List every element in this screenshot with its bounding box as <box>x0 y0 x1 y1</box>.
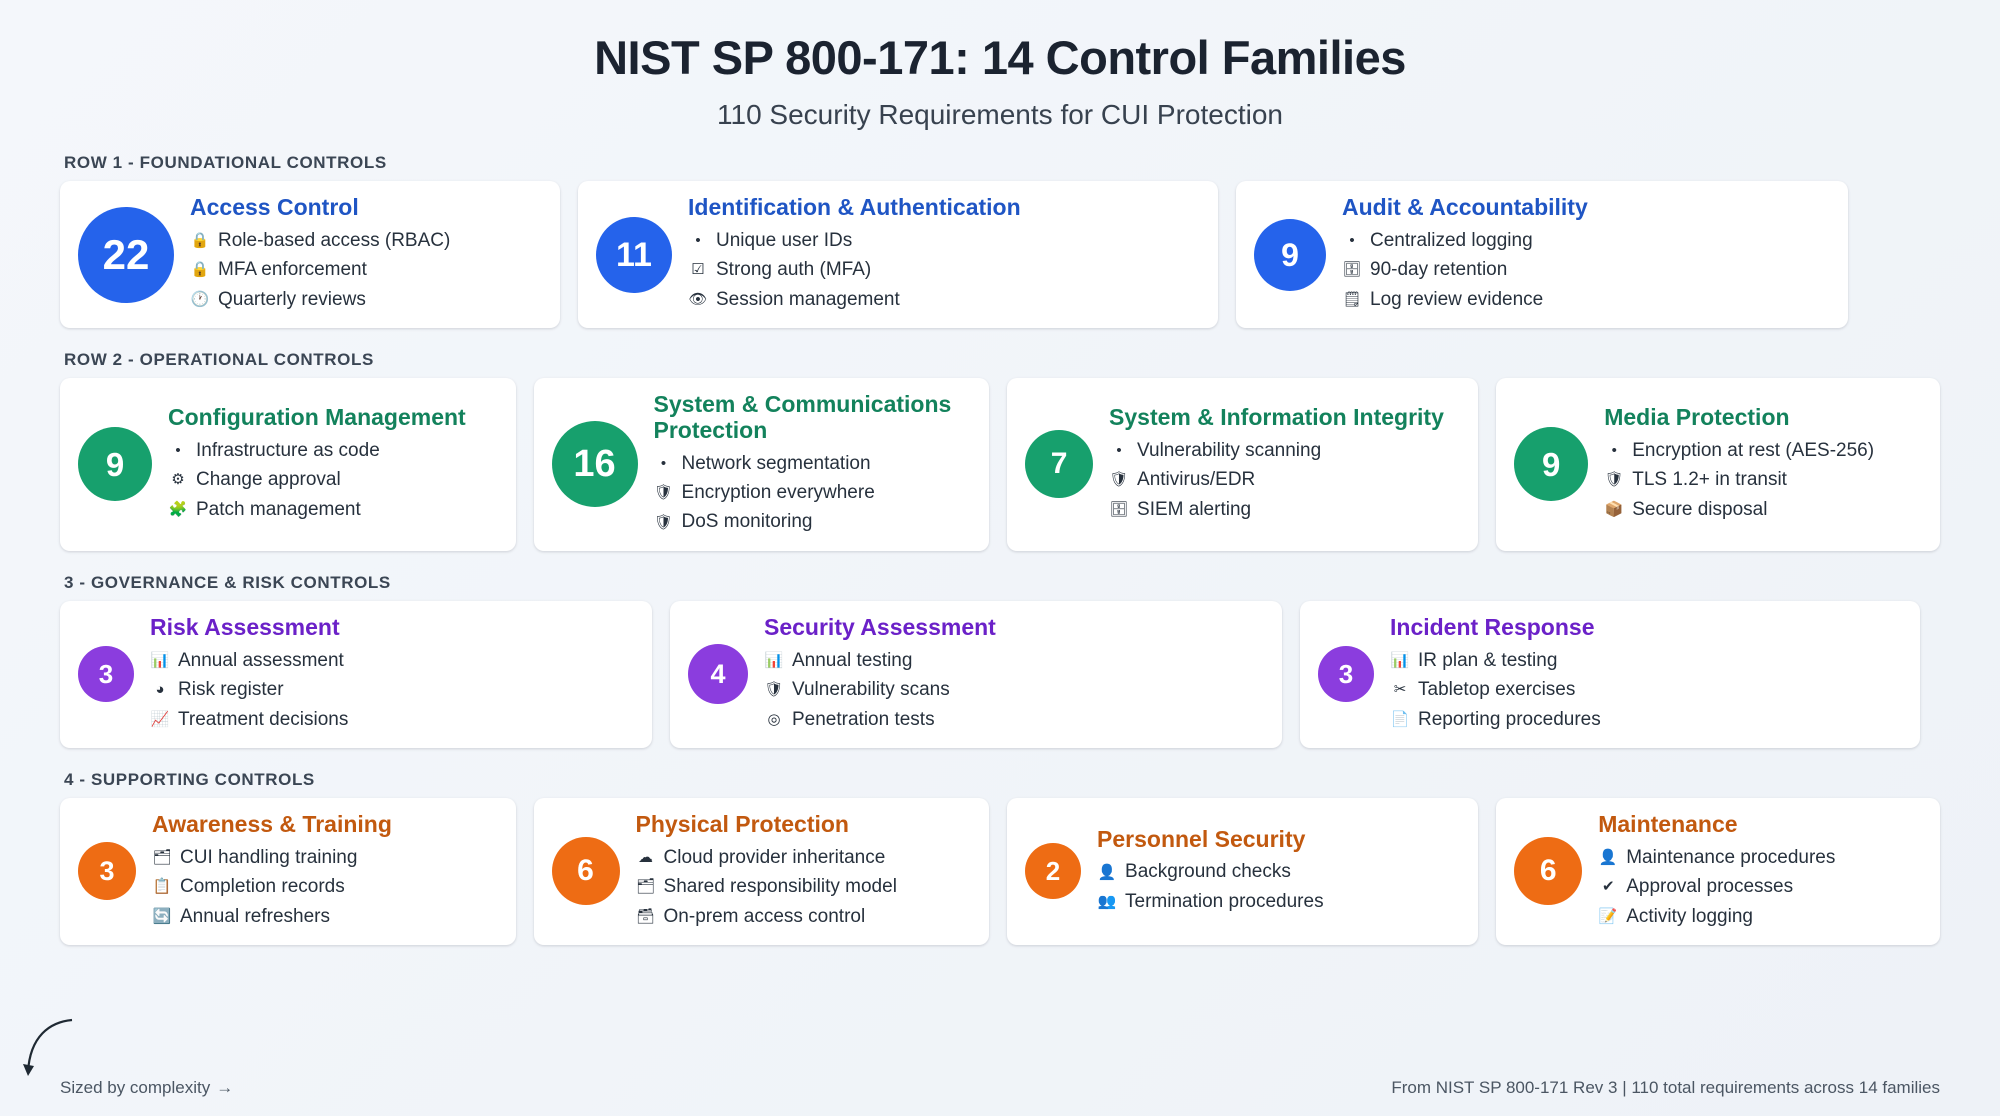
list-item <box>190 255 450 284</box>
list-item <box>764 675 996 704</box>
control-row <box>60 798 1940 945</box>
list-item-label: Reporting procedures <box>1418 708 1601 730</box>
card-body <box>1604 405 1874 524</box>
list-item-label: TLS 1.2+ in transit <box>1632 469 1787 491</box>
card-title: System & Information Integrity <box>1109 403 1444 430</box>
card-body <box>1109 405 1444 524</box>
list-item <box>1598 902 1835 931</box>
list-item <box>168 495 466 524</box>
card-body <box>1390 615 1601 734</box>
list-item-label: Encryption at rest (AES-256) <box>1632 439 1875 461</box>
list-item <box>688 285 1021 314</box>
list-item-label: Centralized logging <box>1370 229 1533 251</box>
bullet-dot-icon: • <box>695 231 701 249</box>
card-body <box>1097 827 1324 917</box>
card-item-list <box>1097 857 1324 916</box>
bullet-dot-icon: • <box>1116 441 1122 459</box>
requirement-count-badge: 2 <box>1025 843 1081 899</box>
control-family-card[interactable] <box>1007 378 1478 551</box>
card-item-list <box>168 436 466 524</box>
list-item <box>1097 857 1324 886</box>
layers-icon: 🗂 <box>152 848 172 866</box>
check-circle-icon: ✔ <box>1601 878 1615 896</box>
card-body <box>636 812 897 931</box>
bar-chart-icon: 📊 <box>150 651 170 669</box>
bullet-dot-icon: • <box>660 454 667 472</box>
control-family-card[interactable] <box>534 798 990 945</box>
list-item <box>764 646 996 675</box>
card-item-list <box>764 646 996 734</box>
cloud-icon: ☁ <box>638 848 654 866</box>
list-item-label: Activity logging <box>1626 905 1753 927</box>
list-item <box>1109 495 1444 524</box>
card-body <box>150 615 348 734</box>
footer-left <box>60 1078 233 1098</box>
control-family-card[interactable] <box>1236 181 1848 328</box>
card-item-list <box>688 226 1021 314</box>
bar-chart-icon: 📊 <box>1390 651 1410 669</box>
footer <box>60 1078 1940 1098</box>
list-item-label: DoS monitoring <box>681 511 813 533</box>
card-title: Media Protection <box>1604 403 1790 430</box>
list-item-label: Tabletop exercises <box>1418 679 1576 701</box>
card-title: Configuration Management <box>168 403 466 430</box>
refresh-icon: 🔄 <box>152 907 172 925</box>
requirement-count-badge: 11 <box>596 217 672 293</box>
requirement-count-badge: 4 <box>688 644 748 704</box>
list-item <box>150 646 348 675</box>
list-item <box>150 705 348 734</box>
list-item-label: Quarterly reviews <box>218 288 366 310</box>
lock-icon: 🔒 <box>190 231 210 249</box>
card-item-list <box>1109 436 1444 524</box>
check-badge-icon: ☑ <box>691 261 705 279</box>
page-subtitle: 110 Security Requirements for CUI Protection <box>717 99 1283 130</box>
list-item <box>688 226 1021 255</box>
list-item-label: Termination procedures <box>1125 890 1324 912</box>
list-item-label: Vulnerability scans <box>792 679 950 701</box>
card-body <box>1598 812 1835 931</box>
list-item <box>1604 495 1874 524</box>
list-item-label: Annual assessment <box>178 649 344 671</box>
row-label: ROW 1 - FOUNDATIONAL CONTROLS <box>64 153 387 172</box>
list-item-label: Cloud provider inheritance <box>663 846 886 868</box>
card-body <box>152 812 392 931</box>
list-item <box>1598 843 1835 872</box>
shield-icon: 🛡 <box>653 513 674 531</box>
list-icon: 📋 <box>152 878 172 896</box>
card-title: Identification & Authentication <box>688 194 1021 220</box>
document-icon: 📄 <box>1390 710 1410 728</box>
eye-icon: 👁 <box>688 290 708 308</box>
list-item-label: Strong auth (MFA) <box>716 259 872 281</box>
footer-sizing-note: Sized by complexity <box>60 1078 211 1097</box>
list-item-label: Annual testing <box>792 649 913 671</box>
list-item-label: SIEM alerting <box>1137 498 1252 520</box>
list-item <box>1390 705 1601 734</box>
list-item <box>636 902 897 931</box>
page-title: NIST SP 800-171: 14 Control Families <box>594 31 1406 84</box>
list-item-label: Change approval <box>196 469 341 491</box>
clock-icon: 🕐 <box>190 290 210 308</box>
card-title: Maintenance <box>1598 810 1738 837</box>
requirement-count-badge: 7 <box>1025 430 1093 498</box>
card-title: Physical Protection <box>635 810 849 837</box>
card-title: Incident Response <box>1390 613 1595 640</box>
requirement-count-badge: 6 <box>1514 837 1582 905</box>
card-item-list <box>150 646 348 734</box>
list-item-label: Completion records <box>180 876 345 898</box>
list-item-label: 90-day retention <box>1370 259 1508 281</box>
puzzle-icon: 🧩 <box>168 500 188 518</box>
shield-icon: 🛡 <box>653 484 674 502</box>
list-item-label: Shared responsibility model <box>663 876 897 898</box>
control-family-card[interactable] <box>534 378 990 551</box>
requirement-count-badge: 3 <box>78 646 134 702</box>
control-family-card[interactable] <box>60 798 516 945</box>
requirement-count-badge: 6 <box>552 837 620 905</box>
list-item-label: Patch management <box>196 498 361 520</box>
list-item <box>688 255 1021 284</box>
list-item <box>1342 255 1588 284</box>
list-item <box>654 507 972 536</box>
list-item-label: MFA enforcement <box>218 259 367 281</box>
list-item-label: Risk register <box>178 679 284 701</box>
control-row <box>60 601 1940 748</box>
card-title: Audit & Accountability <box>1342 194 1588 220</box>
list-item <box>1598 872 1835 901</box>
list-item-label: Annual refreshers <box>180 905 330 927</box>
list-item-label: Infrastructure as code <box>196 439 380 461</box>
list-item-label: Network segmentation <box>681 452 871 474</box>
requirement-count-badge: 9 <box>1254 219 1326 291</box>
list-item <box>152 843 392 872</box>
requirement-count-badge: 3 <box>1318 646 1374 702</box>
list-item-label: Maintenance procedures <box>1626 846 1836 868</box>
list-item-label: Log review evidence <box>1370 288 1544 310</box>
list-item <box>190 285 450 314</box>
control-row <box>60 181 1940 328</box>
shield-icon: 🛡 <box>764 681 784 699</box>
card-title: System & Communications Protection <box>653 391 952 443</box>
list-item <box>1604 465 1874 494</box>
list-item <box>1109 436 1444 465</box>
requirement-count-badge: 16 <box>552 421 638 507</box>
list-item <box>168 465 466 494</box>
shield-icon: 🛡 <box>1109 471 1129 489</box>
card-title: Security Assessment <box>764 613 996 640</box>
card-item-list <box>1390 646 1601 734</box>
card-item-list <box>1598 843 1835 931</box>
list-item <box>150 675 348 704</box>
card-title: Personnel Security <box>1097 825 1306 852</box>
list-item <box>168 436 466 465</box>
row-label: 4 - SUPPORTING CONTROLS <box>64 769 315 789</box>
control-family-card[interactable] <box>60 181 560 328</box>
card-body <box>168 405 466 524</box>
document-icon: 🗒 <box>1342 290 1362 308</box>
list-item-label: Session management <box>716 288 900 310</box>
curved-arrow-icon <box>20 1018 80 1080</box>
card-body <box>654 392 972 537</box>
list-item <box>152 872 392 901</box>
control-row <box>60 378 1940 551</box>
list-item <box>1097 887 1324 916</box>
shield-icon: 🛡 <box>1604 471 1624 489</box>
card-body <box>764 615 996 734</box>
note-icon: 📝 <box>1598 907 1618 925</box>
list-item <box>1390 675 1601 704</box>
control-family-card[interactable] <box>1496 378 1940 551</box>
card-item-list <box>1342 226 1588 314</box>
card-title: Awareness & Training <box>152 810 392 837</box>
control-family-card[interactable] <box>1300 601 1920 748</box>
row-label: 3 - GOVERNANCE & RISK CONTROLS <box>64 572 391 592</box>
list-item-label: On-prem access control <box>663 905 866 927</box>
bullet-dot-icon: • <box>1611 441 1617 459</box>
list-item <box>1109 465 1444 494</box>
control-family-card[interactable] <box>1496 798 1940 945</box>
list-item <box>190 226 450 255</box>
requirement-count-badge: 22 <box>78 207 174 303</box>
list-item <box>654 478 972 507</box>
control-family-card[interactable] <box>1007 798 1478 945</box>
users-icon: 👥 <box>1097 892 1117 910</box>
list-item <box>152 902 392 931</box>
list-item-label: Approval processes <box>1626 876 1794 898</box>
layers-icon: 🗂 <box>635 878 656 896</box>
list-item-label: Unique user IDs <box>716 229 853 251</box>
list-item <box>636 872 897 901</box>
list-item <box>636 843 897 872</box>
requirement-count-badge: 9 <box>1514 427 1588 501</box>
gear-icon: ⚙ <box>171 471 185 489</box>
list-item <box>1604 436 1874 465</box>
list-item-label: Penetration tests <box>792 708 935 730</box>
rows-container <box>60 153 1940 945</box>
card-title: Risk Assessment <box>150 613 340 640</box>
requirement-count-badge: 3 <box>78 842 136 900</box>
row-label: ROW 2 - OPERATIONAL CONTROLS <box>64 350 374 370</box>
control-family-card[interactable] <box>60 601 652 748</box>
server-icon: 🗃 <box>635 907 656 925</box>
list-item <box>1390 646 1601 675</box>
bullet-dot-icon: • <box>175 441 181 459</box>
control-family-card[interactable] <box>578 181 1218 328</box>
card-item-list <box>152 843 392 931</box>
list-item <box>654 449 972 478</box>
card-body <box>688 195 1021 314</box>
card-item-list <box>190 226 450 314</box>
card-body <box>1342 195 1588 314</box>
list-item-label: IR plan & testing <box>1418 649 1558 671</box>
list-item <box>1342 226 1588 255</box>
bullet-dot-icon: • <box>1349 231 1355 249</box>
list-item-label: Role-based access (RBAC) <box>218 229 451 251</box>
target-icon: ◎ <box>767 710 781 728</box>
list-item-label: Background checks <box>1125 861 1291 883</box>
control-family-card[interactable] <box>60 378 516 551</box>
user-icon: 👤 <box>1097 863 1117 881</box>
lock-icon: 🔒 <box>190 261 210 279</box>
report-icon: 📈 <box>150 710 170 728</box>
pie-chart-icon: ◕ <box>155 681 165 699</box>
list-item <box>1342 285 1588 314</box>
list-item-label: Vulnerability scanning <box>1137 439 1322 461</box>
card-item-list <box>654 449 972 537</box>
box-icon: 📦 <box>1604 500 1624 518</box>
requirement-count-badge: 9 <box>78 427 152 501</box>
card-item-list <box>1604 436 1874 524</box>
list-item <box>764 705 996 734</box>
list-item-label: Encryption everywhere <box>681 482 875 503</box>
database-icon: 🗄 <box>1342 261 1362 279</box>
card-item-list <box>636 843 897 931</box>
scissors-icon: ✂ <box>1393 681 1407 699</box>
card-body <box>190 195 450 314</box>
list-item-label: Treatment decisions <box>178 708 349 730</box>
list-item-label: CUI handling training <box>180 846 358 868</box>
control-family-card[interactable] <box>670 601 1282 748</box>
user-icon: 👤 <box>1598 848 1618 866</box>
arrow-right-icon: → <box>216 1078 234 1097</box>
list-item-label: Antivirus/EDR <box>1137 469 1256 491</box>
footer-source-note: From NIST SP 800-171 Rev 3 | 110 total requirements across 14 families <box>1391 1078 1940 1097</box>
list-item-label: Secure disposal <box>1632 498 1768 520</box>
database-icon: 🗄 <box>1109 500 1129 518</box>
bar-chart-icon: 📊 <box>764 651 784 669</box>
card-title: Access Control <box>190 194 359 220</box>
